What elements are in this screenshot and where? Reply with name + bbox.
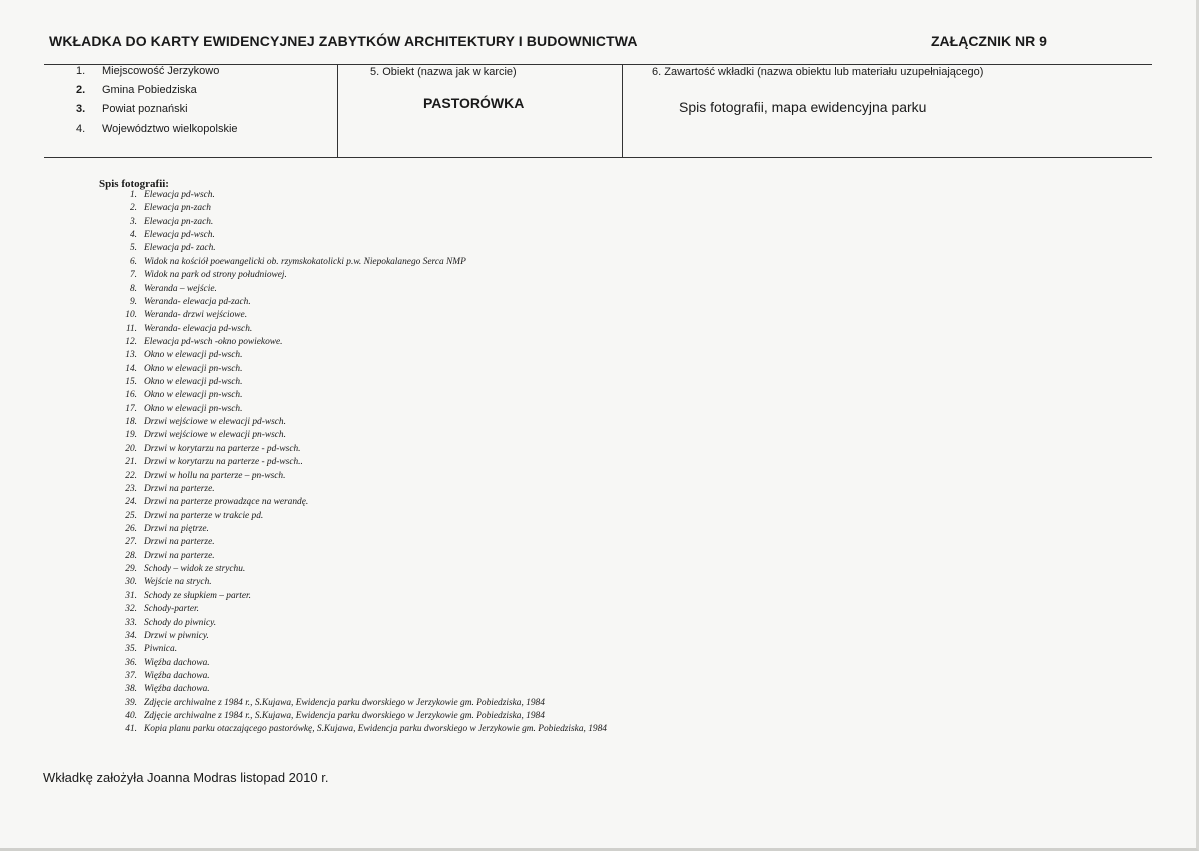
location-item bbox=[76, 84, 197, 96]
photo-number: 29. bbox=[125, 564, 137, 575]
photo-caption: Drzwi w hollu na parterze – pn-wsch. bbox=[144, 470, 286, 481]
photo-caption: Zdjęcie archiwalne z 1984 r., S.Kujawa, Ewidencja parku dworskiego w Jerzykowie gm. Pobiedziska, 1984 bbox=[144, 697, 545, 708]
photo-list-item bbox=[118, 723, 607, 736]
photo-list-item bbox=[118, 269, 607, 282]
photo-number: 18. bbox=[125, 417, 137, 428]
location-item-label: Gmina Pobiedziska bbox=[102, 84, 197, 96]
photo-caption: Elewacja pd-wsch. bbox=[144, 230, 215, 241]
photo-list-item bbox=[118, 216, 607, 229]
photo-list-item bbox=[118, 242, 607, 255]
photo-number: 8. bbox=[129, 283, 137, 294]
photo-number: 26. bbox=[125, 523, 137, 534]
photo-list-item bbox=[118, 349, 607, 362]
photo-number: 11. bbox=[125, 323, 137, 334]
location-item-label: Województwo wielkopolskie bbox=[102, 123, 238, 135]
photo-number: 21. bbox=[125, 457, 137, 468]
photo-list-item bbox=[118, 590, 607, 603]
photo-caption: Drzwi wejściowe w elewacji pd-wsch. bbox=[144, 417, 286, 428]
photo-caption: Elewacja pd- zach. bbox=[144, 243, 216, 254]
photo-caption: Elewacja pn-zach bbox=[144, 203, 211, 214]
photo-list-item bbox=[118, 576, 607, 589]
photo-caption: Drzwi na parterze prowadzące na werandę. bbox=[144, 497, 309, 508]
object-name: PASTORÓWKA bbox=[423, 95, 525, 111]
photo-caption: Drzwi wejściowe w elewacji pn-wsch. bbox=[144, 430, 286, 441]
photo-caption: Drzwi na parterze. bbox=[144, 550, 215, 561]
photo-number: 32. bbox=[125, 604, 137, 615]
photo-list-item bbox=[118, 510, 607, 523]
photo-number: 19. bbox=[125, 430, 137, 441]
photo-list-item bbox=[118, 389, 607, 402]
photo-caption: Okno w elewacji pn-wsch. bbox=[144, 403, 243, 414]
photo-list-item bbox=[118, 376, 607, 389]
photo-caption: Okno w elewacji pn-wsch. bbox=[144, 390, 243, 401]
photo-number: 3. bbox=[129, 216, 137, 227]
photo-number: 10. bbox=[125, 310, 137, 321]
location-item-number: 1. bbox=[76, 65, 86, 77]
form-divider-2 bbox=[622, 64, 623, 158]
photo-number: 5. bbox=[129, 243, 137, 254]
photo-number: 25. bbox=[125, 510, 137, 521]
photo-list-item bbox=[118, 536, 607, 549]
photo-list-item bbox=[118, 309, 607, 322]
photo-number: 34. bbox=[125, 630, 137, 641]
photo-list-item bbox=[118, 697, 607, 710]
photo-list-item bbox=[118, 523, 607, 536]
photo-list-heading: Spis fotografii: bbox=[99, 178, 169, 190]
object-field-label: 5. Obiekt (nazwa jak w karcie) bbox=[370, 66, 517, 78]
photo-number: 23. bbox=[125, 483, 137, 494]
photo-number: 24. bbox=[125, 497, 137, 508]
photo-number: 13. bbox=[125, 350, 137, 361]
photo-number: 31. bbox=[125, 590, 137, 601]
photo-number: 2. bbox=[129, 203, 137, 214]
photo-number: 39. bbox=[125, 697, 137, 708]
photo-caption: Drzwi w piwnicy. bbox=[144, 630, 209, 641]
photo-list-item bbox=[118, 483, 607, 496]
photo-caption: Elewacja pd-wsch. bbox=[144, 190, 215, 200]
author-note: Wkładkę założyła Joanna Modras listopad 2010 r. bbox=[43, 770, 329, 785]
photo-caption: Piwnica. bbox=[144, 644, 178, 655]
location-item-number: 3. bbox=[76, 103, 86, 115]
location-item bbox=[76, 103, 188, 115]
photo-number: 15. bbox=[125, 377, 137, 388]
form-divider-1 bbox=[337, 64, 338, 158]
photo-number: 27. bbox=[125, 537, 137, 548]
photo-list-item bbox=[118, 643, 607, 656]
photo-number: 16. bbox=[125, 390, 137, 401]
photo-caption: Elewacja pn-zach. bbox=[144, 216, 214, 227]
photo-list-item bbox=[118, 296, 607, 309]
photo-list-item bbox=[118, 363, 607, 376]
photo-list-item bbox=[118, 670, 607, 683]
photo-caption: Drzwi na parterze. bbox=[144, 537, 215, 548]
photo-number: 20. bbox=[125, 443, 137, 454]
photo-list-item bbox=[118, 496, 607, 509]
photo-caption: Weranda – wejście. bbox=[144, 283, 217, 294]
photo-caption: Schody do piwnicy. bbox=[144, 617, 217, 628]
photo-list-item bbox=[118, 256, 607, 269]
photo-caption: Okno w elewacji pd-wsch. bbox=[144, 350, 243, 361]
photo-list-item bbox=[118, 630, 607, 643]
photo-caption: Okno w elewacji pn-wsch. bbox=[144, 363, 243, 374]
photo-list-item bbox=[118, 416, 607, 429]
photo-number: 7. bbox=[129, 270, 137, 281]
photo-caption: Drzwi na parterze w trakcie pd. bbox=[144, 510, 264, 521]
photo-caption: Schody ze słupkiem – parter. bbox=[144, 590, 252, 601]
annex-number: ZAŁĄCZNIK NR 9 bbox=[931, 33, 1047, 49]
photo-number: 28. bbox=[125, 550, 137, 561]
photo-caption: Drzwi na parterze. bbox=[144, 483, 215, 494]
photo-number: 33. bbox=[125, 617, 137, 628]
photo-caption: Drzwi na piętrze. bbox=[144, 523, 209, 534]
photo-number: 1. bbox=[129, 190, 137, 200]
photo-caption: Drzwi w korytarzu na parterze - pd-wsch.. bbox=[144, 457, 303, 468]
photo-number: 9. bbox=[129, 296, 137, 307]
photo-caption: Weranda- elewacja pd-zach. bbox=[144, 296, 251, 307]
photo-caption: Więźba dachowa. bbox=[144, 684, 210, 695]
photo-list-item bbox=[118, 710, 607, 723]
photo-list-item bbox=[118, 229, 607, 242]
document-title: WKŁADKA DO KARTY EWIDENCYJNEJ ZABYTKÓW ARCHITEKTURY I BUDOWNICTWA bbox=[49, 33, 638, 49]
photo-list-item bbox=[118, 657, 607, 670]
photo-number: 17. bbox=[125, 403, 137, 414]
photo-number: 35. bbox=[125, 644, 137, 655]
photo-caption: Elewacja pd-wsch -okno powiekowe. bbox=[144, 336, 283, 347]
photo-number: 38. bbox=[125, 684, 137, 695]
photo-list-item bbox=[118, 336, 607, 349]
photo-caption: Schody-parter. bbox=[144, 604, 199, 615]
photo-list-item bbox=[118, 550, 607, 563]
location-item-label: Miejscowość Jerzykowo bbox=[102, 65, 220, 77]
photo-number: 12. bbox=[125, 336, 137, 347]
photo-list-item bbox=[118, 563, 607, 576]
photo-list-item bbox=[118, 470, 607, 483]
photo-list-item bbox=[118, 189, 607, 202]
photo-number: 4. bbox=[129, 230, 137, 241]
photo-list-item bbox=[118, 603, 607, 616]
photo-caption: Wejście na strych. bbox=[144, 577, 212, 588]
location-item-label: Powiat poznański bbox=[102, 103, 188, 115]
photo-caption: Weranda- elewacja pd-wsch. bbox=[144, 323, 253, 334]
photo-caption: Zdjęcie archiwalne z 1984 r., S.Kujawa, Ewidencja parku dworskiego w Jerzykowie gm. Pobiedziska, 1984 bbox=[144, 711, 545, 722]
photo-list-item bbox=[118, 283, 607, 296]
photo-caption: Więźba dachowa. bbox=[144, 657, 210, 668]
contents-field-label: 6. Zawartość wkładki (nazwa obiektu lub materiału uzupełniającego) bbox=[652, 66, 984, 78]
photo-number: 41. bbox=[125, 724, 137, 735]
photo-list bbox=[118, 189, 607, 737]
photo-list-item bbox=[118, 403, 607, 416]
photo-list-item bbox=[118, 456, 607, 469]
location-item bbox=[76, 123, 238, 135]
photo-caption: Drzwi w korytarzu na parterze - pd-wsch. bbox=[144, 443, 301, 454]
photo-list-item bbox=[118, 617, 607, 630]
photo-number: 22. bbox=[125, 470, 137, 481]
photo-list-item bbox=[118, 429, 607, 442]
photo-number: 30. bbox=[125, 577, 137, 588]
location-item-number: 2. bbox=[76, 84, 86, 96]
photo-number: 37. bbox=[125, 670, 137, 681]
photo-list-item bbox=[118, 323, 607, 336]
photo-caption: Kopia planu parku otaczającego pastorówkę, S.Kujawa, Ewidencja parku dworskiego w Jerzykowie gm. Pobiedziska, 1984 bbox=[144, 724, 607, 735]
form-bottom-rule bbox=[44, 157, 1152, 158]
contents-value: Spis fotografii, mapa ewidencyjna parku bbox=[679, 99, 927, 115]
location-item bbox=[76, 65, 219, 77]
photo-list-item bbox=[118, 202, 607, 215]
photo-list-item bbox=[118, 443, 607, 456]
photo-caption: Więźba dachowa. bbox=[144, 670, 210, 681]
photo-caption: Weranda- drzwi wejściowe. bbox=[144, 310, 248, 321]
photo-number: 6. bbox=[129, 256, 137, 267]
photo-caption: Widok na park od strony południowej. bbox=[144, 270, 287, 281]
photo-list-item bbox=[118, 683, 607, 696]
photo-caption: Okno w elewacji pd-wsch. bbox=[144, 377, 243, 388]
location-item-number: 4. bbox=[76, 123, 86, 135]
photo-number: 40. bbox=[125, 711, 137, 722]
photo-number: 14. bbox=[125, 363, 137, 374]
photo-caption: Schody – widok ze strychu. bbox=[144, 564, 246, 575]
photo-caption: Widok na kościół poewangelicki ob. rzymskokatolicki p.w. Niepokalanego Serca NMP bbox=[144, 256, 466, 267]
photo-number: 36. bbox=[125, 657, 137, 668]
